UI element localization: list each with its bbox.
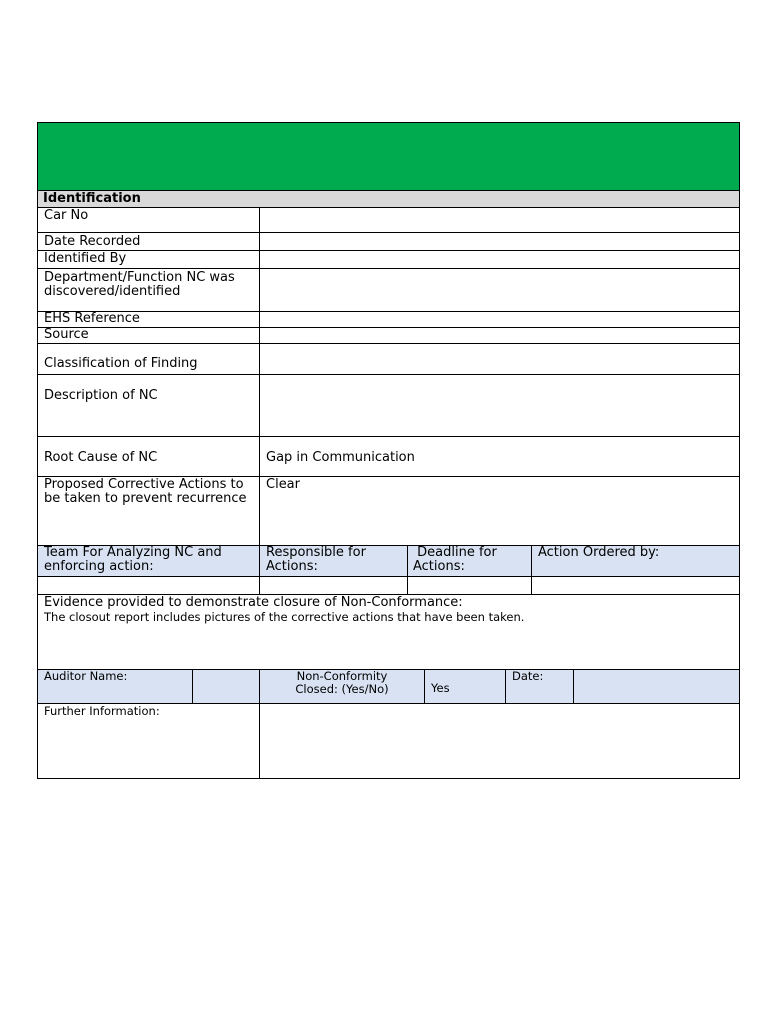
root-cause-value[interactable]: Gap in Communication [266, 450, 415, 465]
proposed-actions-label: Proposed Corrective Actions to be taken to prevent recurrence [38, 477, 260, 545]
date-recorded-value[interactable] [260, 233, 739, 250]
team-label: Team For Analyzing NC and enforcing action: [38, 546, 260, 576]
row-department [38, 269, 739, 312]
row-evidence [38, 595, 739, 670]
car-no-value[interactable] [260, 208, 739, 232]
ordered-by-label: Action Ordered by: [538, 546, 660, 560]
proposed-actions-value[interactable]: Clear [266, 477, 300, 492]
row-ehs-reference [38, 312, 739, 328]
further-info-value[interactable] [260, 704, 739, 778]
nc-closed-value[interactable]: Yes [425, 670, 506, 703]
section-title: Identification [38, 191, 739, 208]
root-cause-label: Root Cause of NC [38, 437, 260, 476]
ehs-reference-value[interactable] [260, 312, 739, 327]
date-value[interactable] [574, 670, 739, 703]
nc-form [37, 122, 740, 779]
row-further-info [38, 704, 739, 778]
department-value[interactable] [260, 269, 739, 311]
row-team-header [38, 546, 739, 577]
row-root-cause [38, 437, 739, 477]
row-classification [38, 344, 739, 375]
row-identified-by [38, 251, 739, 269]
row-description [38, 375, 739, 437]
auditor-name-value[interactable] [193, 670, 260, 703]
responsible-value[interactable] [260, 577, 408, 594]
date-label: Date: [506, 670, 574, 703]
department-label: Department/Function NC was discovered/identified [38, 269, 260, 311]
responsible-label: Responsible for Actions: [260, 546, 408, 576]
row-source [38, 328, 739, 344]
classification-value[interactable] [260, 344, 739, 374]
source-value[interactable] [260, 328, 739, 343]
auditor-name-label: Auditor Name: [38, 670, 193, 703]
further-info-label: Further Information: [38, 704, 260, 778]
ordered-by-value[interactable] [532, 577, 739, 594]
date-recorded-label: Date Recorded [38, 233, 260, 250]
row-car-no [38, 208, 739, 233]
row-date-recorded [38, 233, 739, 251]
identified-by-value[interactable] [260, 251, 739, 268]
classification-label: Classification of Finding [38, 344, 260, 374]
deadline-label: Deadline for Actions: [408, 546, 532, 576]
car-no-label: Car No [38, 208, 260, 232]
form-header-banner [38, 123, 739, 191]
evidence-text[interactable]: The closout report includes pictures of the corrective actions that have been taken. [44, 610, 525, 624]
deadline-value[interactable] [408, 577, 532, 594]
evidence-label: Evidence provided to demonstrate closure of Non-Conformance: [44, 595, 463, 610]
row-team-values [38, 577, 739, 595]
source-label: Source [38, 328, 260, 343]
description-label: Description of NC [38, 375, 260, 436]
row-proposed-actions [38, 477, 739, 546]
row-auditor [38, 670, 739, 704]
team-value[interactable] [38, 577, 260, 594]
ehs-reference-label: EHS Reference [38, 312, 260, 327]
nc-closed-label: Non-Conformity Closed: (Yes/No) [260, 670, 425, 703]
description-value[interactable] [260, 375, 739, 436]
identified-by-label: Identified By [38, 251, 260, 268]
